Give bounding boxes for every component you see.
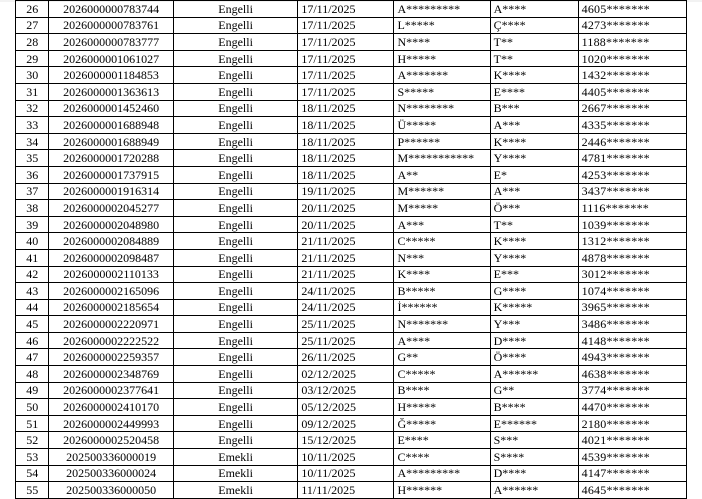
row-number-cell: 40 [16,233,49,250]
records-table-body [16,1,687,499]
category-cell: Engelli [173,200,297,217]
first-name-cell: H***** [394,399,490,416]
row-number-cell: 30 [16,67,49,84]
date-cell: 20/11/2025 [298,200,394,217]
id-number-cell: 4878******* [578,249,686,266]
first-name-cell: B**** [394,382,490,399]
application-number-cell: 202500336000050 [49,482,173,499]
id-number-cell: 1432******* [578,67,686,84]
id-number-cell: 4253******* [578,166,686,183]
first-name-cell: A**** [394,332,490,349]
id-number-cell: 1074******* [578,283,686,300]
id-number-cell: 2180******* [578,415,686,432]
first-name-cell: C**** [394,449,490,466]
date-cell: 25/11/2025 [298,316,394,333]
row-number-cell: 41 [16,249,49,266]
last-name-cell: S**** [490,449,578,466]
application-number-cell: 2026000002222522 [49,332,173,349]
id-number-cell: 4148******* [578,332,686,349]
row-number-cell: 28 [16,34,49,51]
category-cell: Engelli [173,133,297,150]
last-name-cell: A****** [490,482,578,499]
application-number-cell: 2026000001737915 [49,166,173,183]
table-row [16,1,687,18]
first-name-cell: N******* [394,316,490,333]
last-name-cell: E* [490,166,578,183]
category-cell: Engelli [173,382,297,399]
id-number-cell: 3012******* [578,266,686,283]
table-row [16,482,687,499]
row-number-cell: 52 [16,432,49,449]
table-row [16,216,687,233]
id-number-cell: 1039******* [578,216,686,233]
first-name-cell: C***** [394,366,490,383]
id-number-cell: 4147******* [578,465,686,482]
category-cell: Engelli [173,432,297,449]
row-number-cell: 37 [16,183,49,200]
first-name-cell: A*** [394,216,490,233]
table-row [16,183,687,200]
row-number-cell: 39 [16,216,49,233]
last-name-cell: G**** [490,283,578,300]
id-number-cell: 1312******* [578,233,686,250]
last-name-cell: A****** [490,366,578,383]
category-cell: Engelli [173,34,297,51]
first-name-cell: İ****** [394,299,490,316]
table-row [16,133,687,150]
application-number-cell: 2026000002045277 [49,200,173,217]
date-cell: 17/11/2025 [298,17,394,34]
category-cell: Engelli [173,117,297,134]
row-number-cell: 53 [16,449,49,466]
application-number-cell: 2026000000783761 [49,17,173,34]
row-number-cell: 51 [16,415,49,432]
table-row [16,150,687,167]
id-number-cell: 4021******* [578,432,686,449]
first-name-cell: Ğ***** [394,415,490,432]
category-cell: Engelli [173,183,297,200]
category-cell: Engelli [173,166,297,183]
category-cell: Emekli [173,449,297,466]
category-cell: Emekli [173,465,297,482]
application-number-cell: 2026000002377641 [49,382,173,399]
date-cell: 25/11/2025 [298,332,394,349]
first-name-cell: A** [394,166,490,183]
id-number-cell: 4781******* [578,150,686,167]
id-number-cell: 4470******* [578,399,686,416]
row-number-cell: 38 [16,200,49,217]
id-number-cell: 3437******* [578,183,686,200]
date-cell: 03/12/2025 [298,382,394,399]
date-cell: 18/11/2025 [298,133,394,150]
date-cell: 21/11/2025 [298,233,394,250]
application-number-cell: 2026000002259357 [49,349,173,366]
date-cell: 26/11/2025 [298,349,394,366]
table-row [16,249,687,266]
row-number-cell: 34 [16,133,49,150]
date-cell: 17/11/2025 [298,50,394,67]
table-row [16,465,687,482]
last-name-cell: Ö*** [490,200,578,217]
first-name-cell: A********* [394,1,490,18]
id-number-cell: 4605******* [578,1,686,18]
application-number-cell: 2026000002449993 [49,415,173,432]
application-number-cell: 2026000002520458 [49,432,173,449]
category-cell: Engelli [173,17,297,34]
date-cell: 24/11/2025 [298,283,394,300]
last-name-cell: T** [490,216,578,233]
row-number-cell: 26 [16,1,49,18]
date-cell: 10/11/2025 [298,465,394,482]
row-number-cell: 43 [16,283,49,300]
first-name-cell: B***** [394,283,490,300]
id-number-cell: 1188******* [578,34,686,51]
row-number-cell: 31 [16,83,49,100]
row-number-cell: 50 [16,399,49,416]
last-name-cell: D**** [490,332,578,349]
row-number-cell: 54 [16,465,49,482]
table-row [16,233,687,250]
last-name-cell: B*** [490,100,578,117]
last-name-cell: T** [490,34,578,51]
table-row [16,432,687,449]
category-cell: Engelli [173,67,297,84]
date-cell: 21/11/2025 [298,249,394,266]
table-row [16,316,687,333]
category-cell: Engelli [173,266,297,283]
row-number-cell: 33 [16,117,49,134]
last-name-cell: Ç**** [490,17,578,34]
id-number-cell: 3965******* [578,299,686,316]
row-number-cell: 47 [16,349,49,366]
last-name-cell: E**** [490,83,578,100]
row-number-cell: 49 [16,382,49,399]
category-cell: Engelli [173,233,297,250]
last-name-cell: E*** [490,266,578,283]
first-name-cell: P****** [394,133,490,150]
table-row [16,100,687,117]
application-number-cell: 2026000002165096 [49,283,173,300]
category-cell: Engelli [173,366,297,383]
application-number-cell: 2026000002410170 [49,399,173,416]
row-number-cell: 32 [16,100,49,117]
application-number-cell: 2026000000783744 [49,1,173,18]
table-row [16,83,687,100]
last-name-cell: T** [490,50,578,67]
category-cell: Engelli [173,249,297,266]
category-cell: Engelli [173,1,297,18]
application-number-cell: 2026000001688949 [49,133,173,150]
id-number-cell: 2446******* [578,133,686,150]
last-name-cell: A*** [490,183,578,200]
category-cell: Engelli [173,283,297,300]
table-row [16,166,687,183]
date-cell: 18/11/2025 [298,150,394,167]
category-cell: Engelli [173,415,297,432]
category-cell: Engelli [173,299,297,316]
row-number-cell: 44 [16,299,49,316]
category-cell: Engelli [173,399,297,416]
application-number-cell: 2026000002048980 [49,216,173,233]
category-cell: Engelli [173,216,297,233]
application-number-cell: 2026000002110133 [49,266,173,283]
application-number-cell: 2026000001916314 [49,183,173,200]
table-row [16,34,687,51]
table-row [16,117,687,134]
date-cell: 17/11/2025 [298,1,394,18]
first-name-cell: H***** [394,50,490,67]
row-number-cell: 55 [16,482,49,499]
table-row [16,17,687,34]
application-number-cell: 2026000001452460 [49,100,173,117]
application-number-cell: 2026000001720288 [49,150,173,167]
table-row [16,266,687,283]
first-name-cell: N******** [394,100,490,117]
application-number-cell: 2026000001184853 [49,67,173,84]
last-name-cell: S*** [490,432,578,449]
id-number-cell: 4273******* [578,17,686,34]
table-row [16,349,687,366]
first-name-cell: Ü***** [394,117,490,134]
table-row [16,449,687,466]
records-table [15,0,687,499]
id-number-cell: 4645******* [578,482,686,499]
table-row [16,366,687,383]
id-number-cell: 1116******* [578,200,686,217]
first-name-cell: N*** [394,249,490,266]
date-cell: 18/11/2025 [298,100,394,117]
date-cell: 17/11/2025 [298,67,394,84]
date-cell: 18/11/2025 [298,117,394,134]
last-name-cell: K**** [490,133,578,150]
row-number-cell: 48 [16,366,49,383]
last-name-cell: B**** [490,399,578,416]
first-name-cell: S***** [394,83,490,100]
last-name-cell: G** [490,382,578,399]
last-name-cell: K***** [490,299,578,316]
date-cell: 05/12/2025 [298,399,394,416]
first-name-cell: G** [394,349,490,366]
application-number-cell: 2026000001363613 [49,83,173,100]
application-number-cell: 2026000002084889 [49,233,173,250]
table-row [16,332,687,349]
date-cell: 02/12/2025 [298,366,394,383]
last-name-cell: A*** [490,117,578,134]
application-number-cell: 2026000002185654 [49,299,173,316]
application-number-cell: 2026000001061027 [49,50,173,67]
table-row [16,415,687,432]
application-number-cell: 202500336000024 [49,465,173,482]
table-row [16,50,687,67]
first-name-cell: L***** [394,17,490,34]
first-name-cell: A******* [394,67,490,84]
date-cell: 20/11/2025 [298,216,394,233]
date-cell: 11/11/2025 [298,482,394,499]
first-name-cell: K**** [394,266,490,283]
table-row [16,399,687,416]
category-cell: Engelli [173,332,297,349]
id-number-cell: 4638******* [578,366,686,383]
id-number-cell: 1020******* [578,50,686,67]
date-cell: 24/11/2025 [298,299,394,316]
row-number-cell: 45 [16,316,49,333]
first-name-cell: N**** [394,34,490,51]
category-cell: Engelli [173,50,297,67]
date-cell: 09/12/2025 [298,415,394,432]
date-cell: 15/12/2025 [298,432,394,449]
date-cell: 17/11/2025 [298,83,394,100]
last-name-cell: A**** [490,1,578,18]
application-number-cell: 2026000000783777 [49,34,173,51]
id-number-cell: 4943******* [578,349,686,366]
id-number-cell: 3774******* [578,382,686,399]
category-cell: Engelli [173,100,297,117]
table-row [16,283,687,300]
row-number-cell: 35 [16,150,49,167]
first-name-cell: C***** [394,233,490,250]
first-name-cell: H****** [394,482,490,499]
table-row [16,299,687,316]
last-name-cell: Y**** [490,249,578,266]
id-number-cell: 2667******* [578,100,686,117]
date-cell: 18/11/2025 [298,166,394,183]
table-row [16,67,687,84]
row-number-cell: 36 [16,166,49,183]
application-number-cell: 2026000001688948 [49,117,173,134]
last-name-cell: Y**** [490,150,578,167]
date-cell: 10/11/2025 [298,449,394,466]
first-name-cell: M*********** [394,150,490,167]
category-cell: Engelli [173,316,297,333]
last-name-cell: Ö**** [490,349,578,366]
date-cell: 17/11/2025 [298,34,394,51]
first-name-cell: A********* [394,465,490,482]
application-number-cell: 2026000002098487 [49,249,173,266]
application-number-cell: 202500336000019 [49,449,173,466]
id-number-cell: 4335******* [578,117,686,134]
date-cell: 19/11/2025 [298,183,394,200]
application-number-cell: 2026000002220971 [49,316,173,333]
first-name-cell: M***** [394,200,490,217]
category-cell: Emekli [173,482,297,499]
last-name-cell: K**** [490,233,578,250]
first-name-cell: M****** [394,183,490,200]
last-name-cell: E****** [490,415,578,432]
category-cell: Engelli [173,83,297,100]
last-name-cell: K**** [490,67,578,84]
row-number-cell: 27 [16,17,49,34]
last-name-cell: Y*** [490,316,578,333]
table-row [16,200,687,217]
row-number-cell: 29 [16,50,49,67]
id-number-cell: 4539******* [578,449,686,466]
table-row [16,382,687,399]
last-name-cell: D**** [490,465,578,482]
first-name-cell: E**** [394,432,490,449]
category-cell: Engelli [173,349,297,366]
application-number-cell: 2026000002348769 [49,366,173,383]
category-cell: Engelli [173,150,297,167]
date-cell: 21/11/2025 [298,266,394,283]
row-number-cell: 42 [16,266,49,283]
id-number-cell: 3486******* [578,316,686,333]
id-number-cell: 4405******* [578,83,686,100]
row-number-cell: 46 [16,332,49,349]
